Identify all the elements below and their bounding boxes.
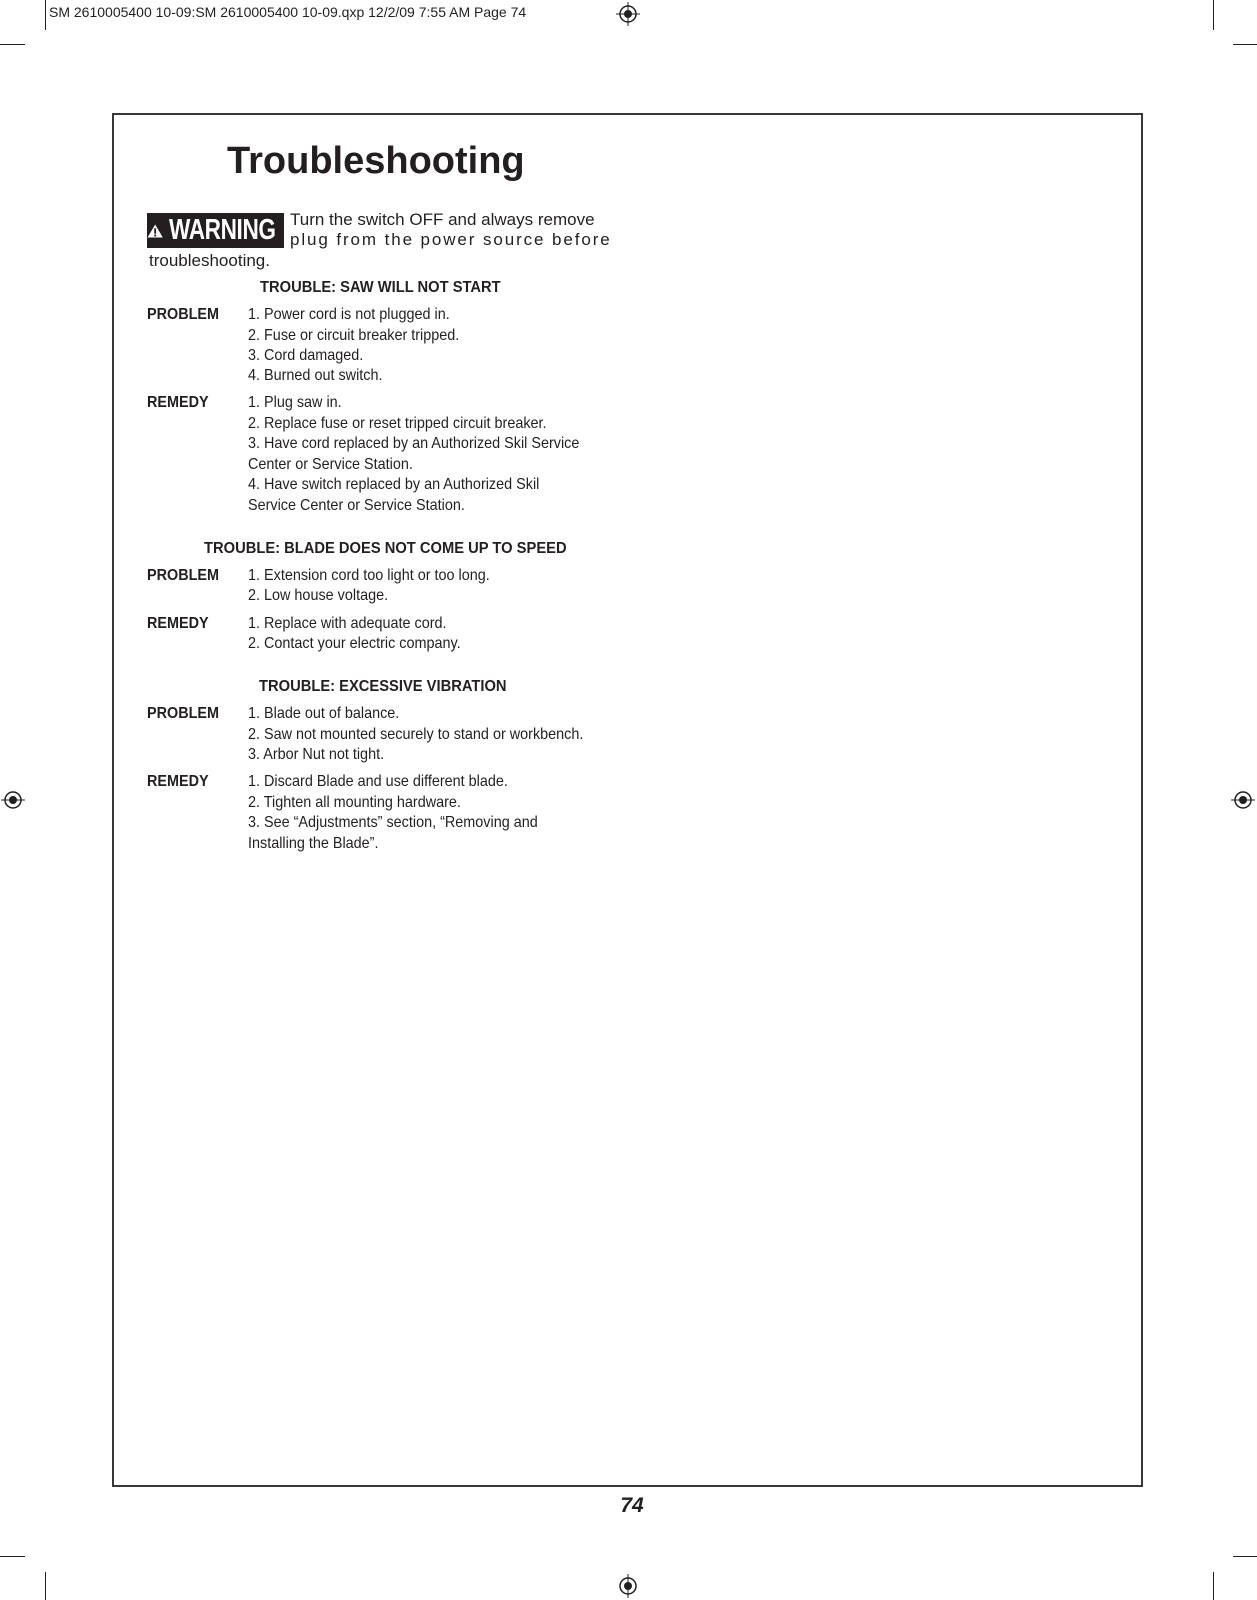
registration-mark-icon — [1231, 788, 1255, 812]
page-number: 74 — [620, 1494, 644, 1517]
remedy-item: 2. Replace fuse or reset tripped circuit breaker. — [248, 415, 547, 432]
problem-label: PROBLEM — [147, 567, 219, 584]
remedy-item: 1. Discard Blade and use different blade. — [248, 773, 508, 790]
remedy-label: REMEDY — [147, 394, 209, 411]
registration-mark-icon — [616, 2, 640, 26]
problem-item: 4. Burned out switch. — [248, 367, 383, 384]
crop-mark-top-left-v — [45, 0, 46, 30]
remedy-item: 3. Have cord replaced by an Authorized Skil Service — [248, 435, 580, 452]
remedy-item: Center or Service Station. — [248, 456, 413, 473]
remedy-label: REMEDY — [147, 615, 209, 632]
section-heading: TROUBLE: EXCESSIVE VIBRATION — [259, 678, 507, 695]
remedy-item: 2. Tighten all mounting hardware. — [248, 794, 461, 811]
remedy-item: 1. Replace with adequate cord. — [248, 615, 447, 632]
problem-item: 3. Arbor Nut not tight. — [248, 746, 385, 763]
remedy-item: 3. See “Adjustments” section, “Removing and — [248, 814, 538, 831]
warning-text-line-1: Turn the switch OFF and always remove — [290, 210, 595, 229]
remedy-item: 4. Have switch replaced by an Authorized Skil — [248, 476, 540, 493]
registration-mark-icon — [1, 788, 25, 812]
crop-mark-bottom-right-h — [1233, 1556, 1257, 1557]
problem-item: 3. Cord damaged. — [248, 347, 364, 364]
remedy-item: 2. Contact your electric company. — [248, 635, 461, 652]
crop-mark-top-left-h — [0, 44, 25, 45]
problem-item: 1. Power cord is not plugged in. — [248, 306, 450, 323]
problem-item: 2. Fuse or circuit breaker tripped. — [248, 327, 460, 344]
problem-item: 1. Extension cord too light or too long. — [248, 567, 490, 584]
remedy-label: REMEDY — [147, 773, 209, 790]
warning-text-line-3: troubleshooting. — [149, 251, 270, 270]
problem-item: 2. Low house voltage. — [248, 587, 389, 604]
problem-label: PROBLEM — [147, 306, 219, 323]
problem-label: PROBLEM — [147, 705, 219, 722]
problem-item: 1. Blade out of balance. — [248, 705, 400, 722]
printer-slug-line: SM 2610005400 10-09:SM 2610005400 10-09.qxp 12/2/09 7:55 AM Page 74 — [49, 4, 527, 20]
warning-triangle-icon — [147, 218, 163, 244]
crop-mark-bottom-left-v — [45, 1572, 46, 1600]
section-heading: TROUBLE: BLADE DOES NOT COME UP TO SPEED — [204, 540, 567, 557]
crop-mark-top-right-h — [1233, 44, 1257, 45]
page-title: Troubleshooting — [227, 140, 525, 182]
problem-item: 2. Saw not mounted securely to stand or workbench. — [248, 726, 584, 743]
crop-mark-bottom-left-h — [0, 1556, 25, 1557]
warning-badge — [147, 213, 284, 248]
registration-mark-icon — [616, 1574, 640, 1598]
crop-mark-top-right-v — [1213, 0, 1214, 30]
warning-label: WARNING — [169, 214, 276, 246]
warning-text-line-2: plug from the power source before — [290, 230, 612, 249]
section-heading: TROUBLE: SAW WILL NOT START — [260, 279, 501, 296]
remedy-item: 1. Plug saw in. — [248, 394, 342, 411]
remedy-item: Service Center or Service Station. — [248, 497, 465, 514]
crop-mark-bottom-right-v — [1213, 1572, 1214, 1600]
remedy-item: Installing the Blade”. — [248, 835, 379, 852]
